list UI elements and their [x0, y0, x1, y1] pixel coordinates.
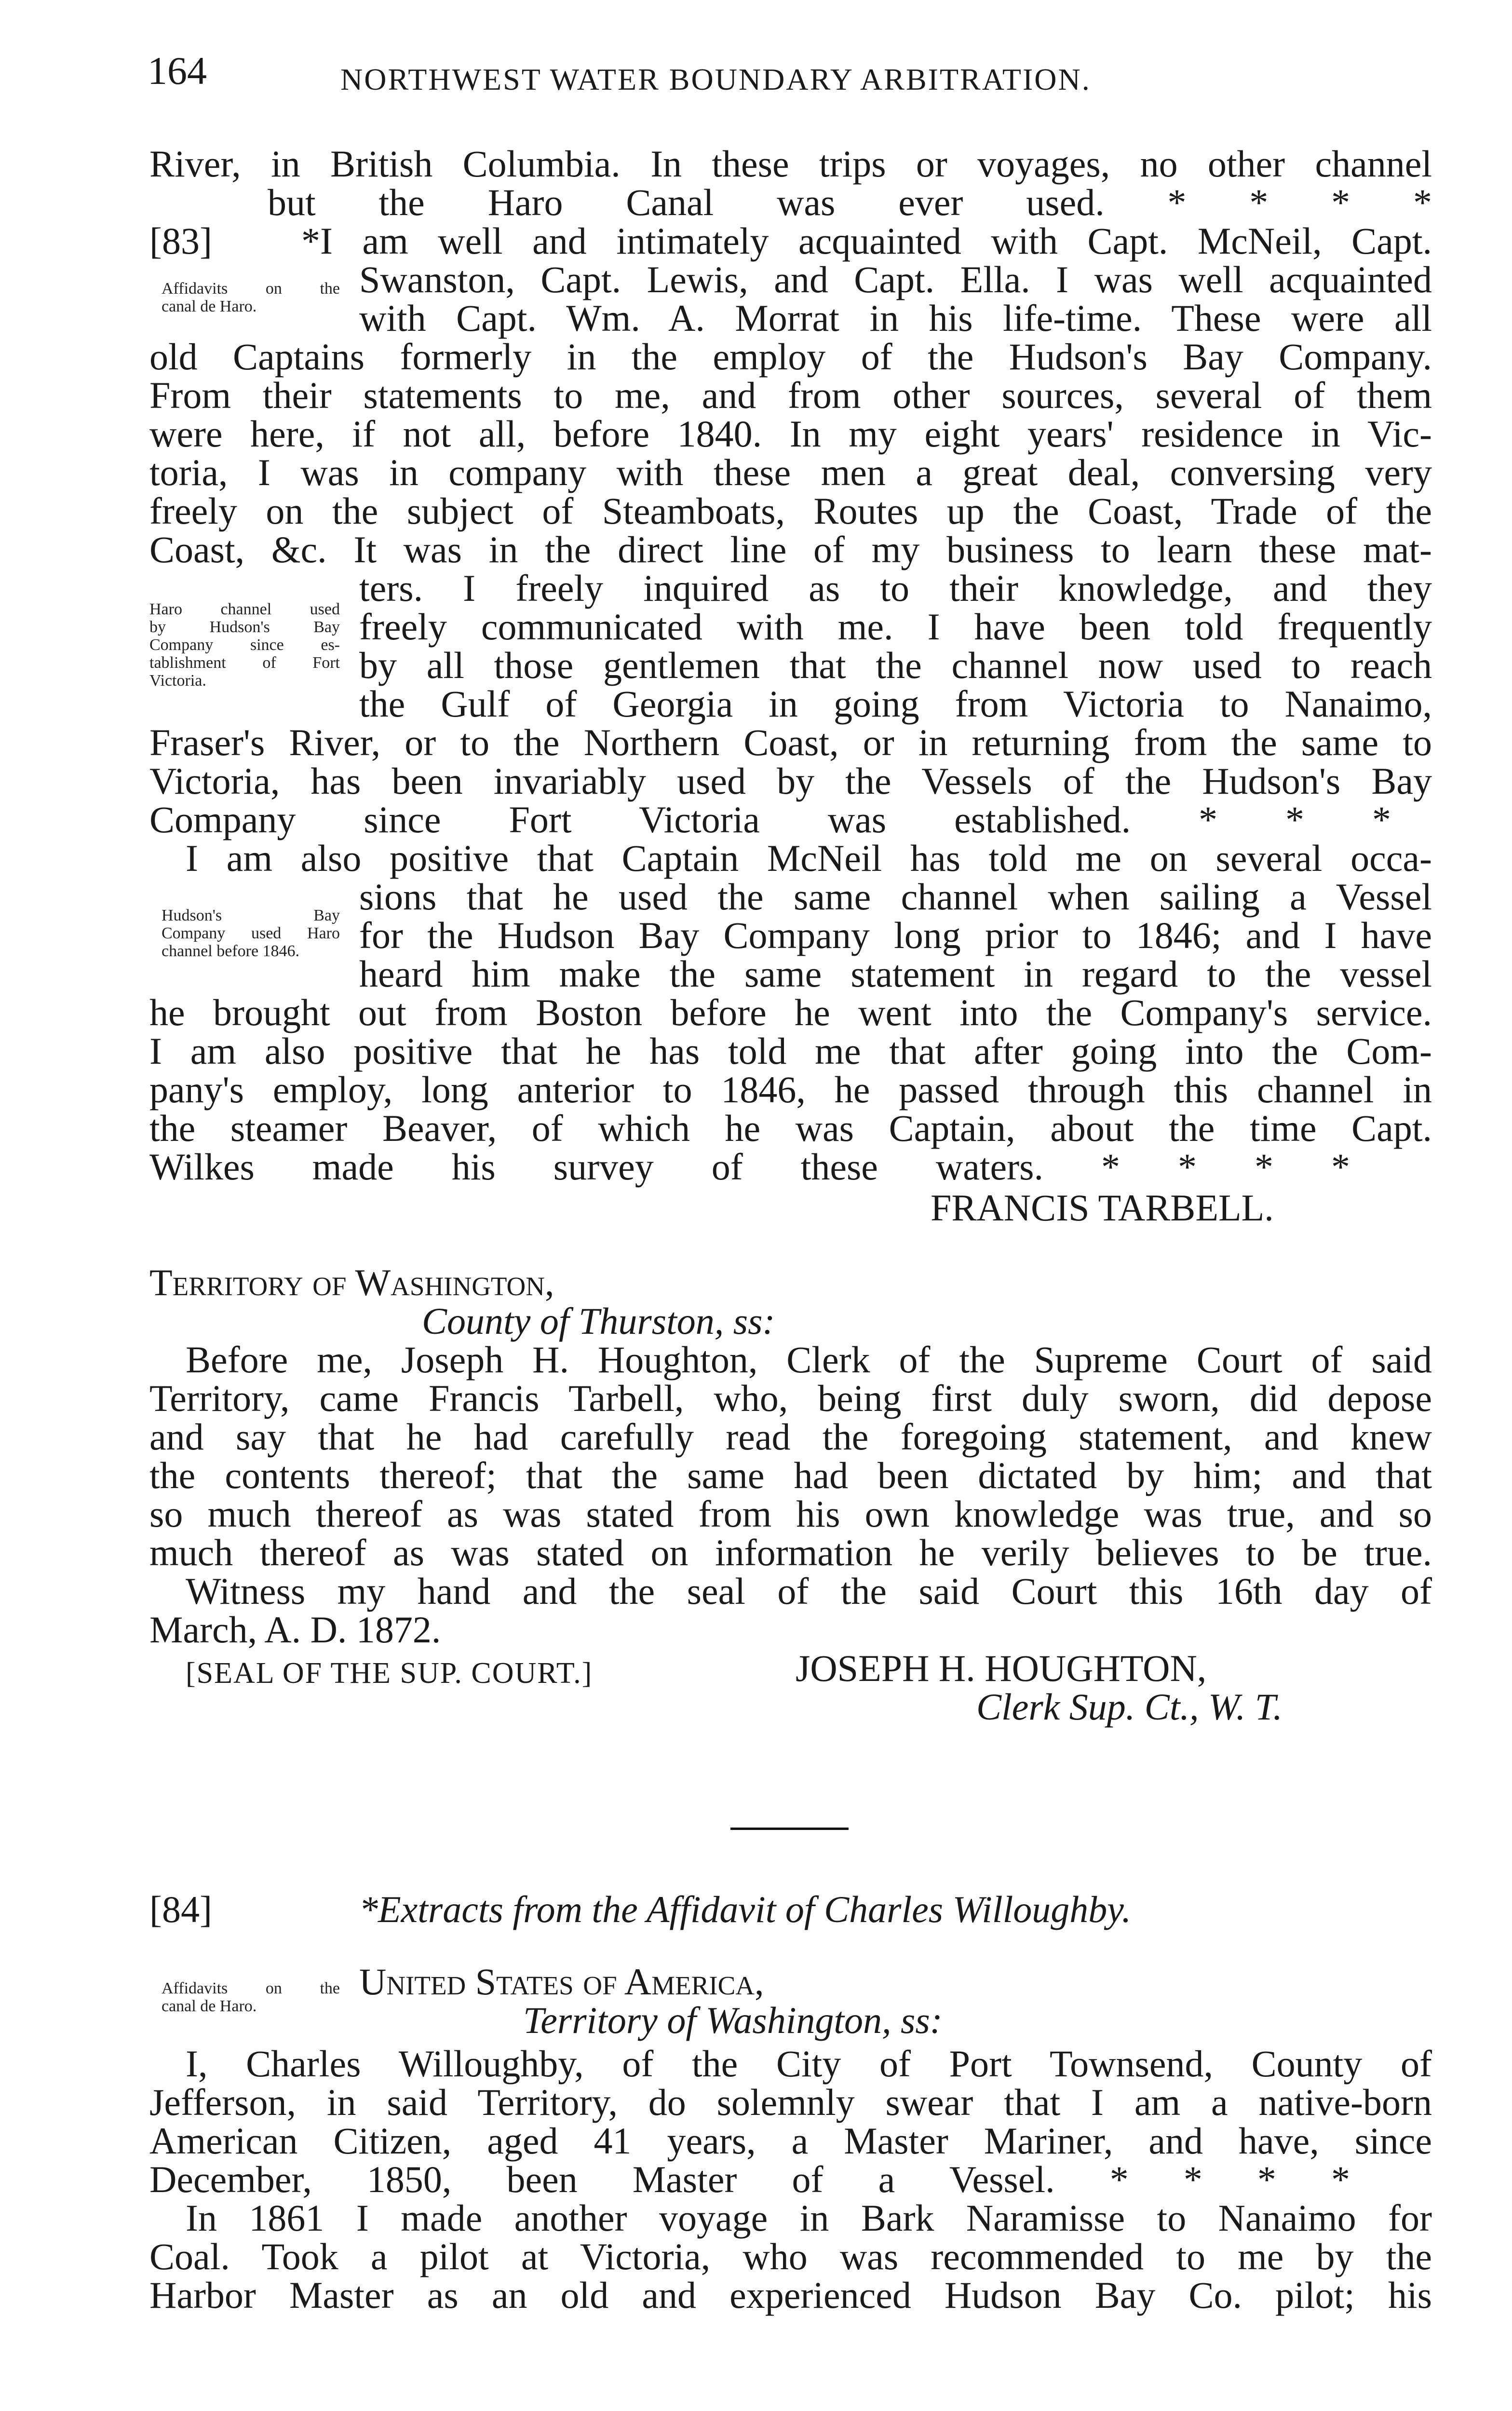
text-line: Before me, Joseph H. Houghton, Clerk of the Supreme Court of said [186, 1339, 1432, 1381]
text-line: the contents thereof; that the same had been dictated by him; and that [149, 1454, 1432, 1496]
text-line: River, in British Columbia. In these trips or voyages, no other channel [149, 143, 1432, 185]
text-line: I, Charles Willoughby, of the City of Port Townsend, County of [186, 2043, 1432, 2085]
text-line: Jefferson, in said Territory, do solemnly swear that I am a native-born [149, 2081, 1432, 2123]
text-line: I am also positive that he has told me that after going into the Com- [149, 1030, 1432, 1072]
text-line: Swanston, Capt. Lewis, and Capt. Ella. I was well acquainted [359, 258, 1432, 300]
text-line: heard him make the same statement in regard to the vessel [359, 953, 1432, 995]
text-line: Company since Fort Victoria was established. * * * [149, 799, 1391, 840]
text-line: Victoria, has been invariably used by the Vessels of the Hudson's Bay [149, 760, 1432, 802]
text-line: From their statements to me, and from other sources, several of them [149, 374, 1432, 416]
venue-territory: Territory of Washington, ss: [523, 1999, 943, 2041]
seal-notation: [SEAL OF THE SUP. COURT.] [186, 1657, 593, 1690]
text-line: March, A. D. 1872. [149, 1609, 441, 1651]
text-line: old Captains formerly in the employ of the Hudson's Bay Company. [149, 336, 1432, 378]
text-line: ters. I freely inquired as to their knowledge, and they [359, 567, 1432, 609]
text-line: In 1861 I made another voyage in Bark Naramisse to Nanaimo for [186, 2197, 1432, 2239]
section-heading: *Extracts from the Affidavit of Charles Willoughby. [359, 1888, 1132, 1930]
page-marker: [83] [149, 220, 212, 262]
text-line: American Citizen, aged 41 years, a Master Mariner, and have, since [149, 2120, 1432, 2162]
text-line: for the Hudson Bay Company long prior to 1846; and I have [359, 914, 1432, 956]
text-line: Wilkes made his survey of these waters. * * * * [149, 1146, 1350, 1188]
text-line: Coast, &c. It was in the direct line of my business to learn these mat- [149, 528, 1432, 570]
text-line: sions that he used the same channel when sailing a Vessel [359, 876, 1432, 918]
text-line: Coal. Took a pilot at Victoria, who was recommended to me by the [149, 2235, 1432, 2277]
text-line: but the Haro Canal was ever used. * * * * [268, 181, 1432, 223]
page-number: 164 [148, 49, 207, 93]
text-line: Harbor Master as an old and experienced Hudson Bay Co. pilot; his [149, 2274, 1432, 2316]
venue-country: United States of America, [359, 1961, 764, 2003]
text-line: freely communicated with me. I have been told frequently [359, 606, 1432, 648]
text-line: were here, if not all, before 1840. In my eight years' residence in Vic- [149, 413, 1432, 455]
sidenote: Haro channel used by Hudson's Bay Company since es- tablishment of Fort Victoria. [149, 600, 340, 690]
text-line: Fraser's River, or to the Northern Coast, or in returning from the same to [149, 721, 1432, 763]
section-divider [730, 1828, 849, 1830]
sidenote: Affidavits on the canal de Haro. [162, 1979, 340, 2015]
text-line: freely on the subject of Steamboats, Routes up the Coast, Trade of the [149, 490, 1432, 532]
text-line: I am also positive that Captain McNeil has told me on several occa- [186, 837, 1432, 879]
clerk-name: JOSEPH H. HOUGHTON, [796, 1647, 1207, 1689]
text-line: *I am well and intimately acquainted with Capt. McNeil, Capt. [301, 220, 1432, 262]
text-line: much thereof as was stated on information he verily believes to be true. [149, 1531, 1432, 1573]
jurat-county: County of Thurston, ss: [422, 1300, 775, 1342]
text-line: so much thereof as was stated from his own knowledge was true, and so [149, 1493, 1432, 1535]
text-line: toria, I was in company with these men a great deal, conversing very [149, 451, 1432, 493]
text-line: December, 1850, been Master of a Vessel. * * * * [149, 2158, 1350, 2200]
text-line: the steamer Beaver, of which he was Captain, about the time Capt. [149, 1107, 1432, 1149]
text-line: and say that he had carefully read the foregoing statement, and knew [149, 1416, 1432, 1458]
text-line: he brought out from Boston before he went into the Company's service. [149, 991, 1432, 1033]
running-title: NORTHWEST WATER BOUNDARY ARBITRATION. [340, 62, 1091, 96]
sidenote: Affidavits on the canal de Haro. [162, 280, 340, 315]
text-line: pany's employ, long anterior to 1846, he passed through this channel in [149, 1069, 1432, 1111]
text-line: Territory, came Francis Tarbell, who, being first duly sworn, did depose [149, 1377, 1432, 1419]
text-line: Witness my hand and the seal of the said Court this 16th day of [186, 1570, 1432, 1612]
jurat-territory: Territory of Washington, [149, 1261, 554, 1303]
page-marker: [84] [149, 1888, 212, 1930]
text-line: by all those gentlemen that the channel now used to reach [359, 644, 1432, 686]
signature: FRANCIS TARBELL. [931, 1187, 1274, 1229]
text-line: the Gulf of Georgia in going from Victoria to Nanaimo, [359, 683, 1432, 725]
clerk-title: Clerk Sup. Ct., W. T. [976, 1686, 1282, 1728]
text-line: with Capt. Wm. A. Morrat in his life-time. These were all [359, 297, 1432, 339]
sidenote: Hudson's Bay Company used Haro channel before 1846. [162, 907, 340, 960]
